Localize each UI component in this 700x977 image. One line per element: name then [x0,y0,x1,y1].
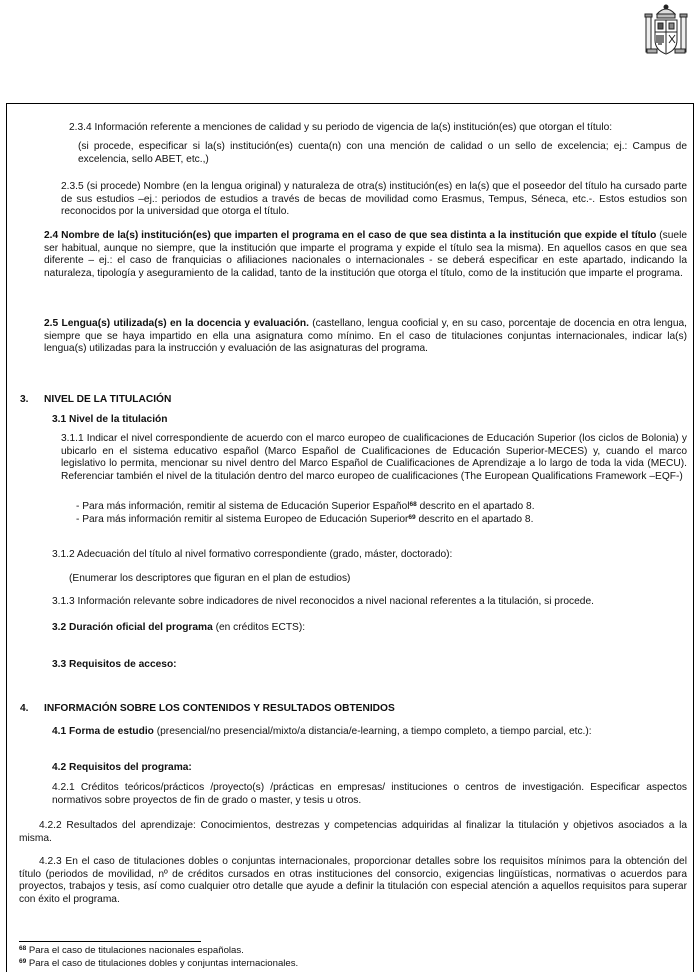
section-2-3-5 [61,181,687,219]
section-3-number: 3. [20,394,29,405]
section-3-1-2: 3.1.2 Adecuación del título al nivel formativo correspondiente (grado, máster, doctorado): [52,549,453,560]
section-2-3-4-detail: (si procede, especificar si la(s) institución(es) cuenta(n) con una mención de calidad o un sello de excelencia; ej.: Campus de excelencia, sello ABET, etc.,) [78,141,687,165]
section-4-1 [52,726,687,739]
footnote-68 [19,945,687,958]
section-2-5 [44,318,687,356]
section-4-2-2: 4.2.2 Resultados del aprendizaje: Conocimientos, destrezas y competencias adquiridas al finalizar la titulación y objetivos asociados a la misma. [19,820,687,844]
bullet-2-suffix: descrito en el apartado 8. [415,514,534,525]
section-3-1-1-bullet-2 [76,514,687,527]
section-4-number: 4. [20,703,29,714]
section-2-4-text: (suele ser habitual, aunque no siempre, que la institución que imparte el programa y expide el título sea la misma). En aquellos casos en que sea diferente – ej.: el caso de franquicias o afiliaciones nacionales o internacionales - se deberá especificar en este apartado, indicando la naturaleza, tipología y aseguramiento de la calidad, tanto de la institución que otorga el título, como de la institución que imparte el programa. [44,230,687,279]
footnote-69-text: Para el caso de titulaciones dobles y conjuntas internacionales. [26,958,299,969]
section-3-2 [52,622,687,635]
section-2-5-heading: 2.5 Lengua(s) utilizada(s) en la docencia y evaluación. [44,318,309,329]
section-4-2-3: 4.2.3 En el caso de titulaciones dobles o conjuntas internacionales, proporcionar detalles sobre los requisitos mínimos para la obtención del título (periodos de movilidad, nº de créditos cursados en otras instituciones del consorcio, exigencias lingüísticas, normativas o acuerdos para proyectos, trabajos y tesis, así como cualquier otro detalle que ayude a definir la titulación con especial atención a aquellos requisitos para superar con éxito el programa. [19,856,687,905]
section-3-2-text: (en créditos ECTS): [212,622,306,633]
footnote-68-text: Para el caso de titulaciones nacionales españolas. [26,945,244,956]
spanish-coat-of-arms-icon [643,2,689,58]
section-3-title: NIVEL DE LA TITULACIÓN [44,394,172,405]
section-4-title: INFORMACIÓN SOBRE LOS CONTENIDOS Y RESULTADOS OBTENIDOS [44,703,395,714]
footnote-69 [19,958,687,971]
section-2-4-heading: 2.4 Nombre de la(s) institución(es) que imparten el programa en el caso de que sea distinta a la institución que expide el título [44,230,657,241]
bullet-2-text: - Para más información remitir al sistema Europeo de Educación Superior [76,514,409,525]
bullet-1-suffix: descrito en el apartado 8. [416,501,535,512]
bullet-1-text: - Para más información, remitir al sistema de Educación Superior Español [76,501,410,512]
section-4-2-1: 4.2.1 Créditos teóricos/prácticos /proyecto(s) /prácticas en empresas/ instituciones o centros de investigación. Especificar aspectos normativos sobre proyectos de fin de grado o master, y tesis u otros. [52,782,687,806]
section-3-1-2-detail: (Enumerar los descriptores que figuran en el plan de estudios) [69,573,351,584]
section-2-5-text: (castellano, lengua cooficial y, en su caso, porcentaje de docencia en otra lengua, siempre que se haya impartido en ella una asignatura como mínimo. En el caso de titulaciones conjuntas internacionales, indicar la(s) lengua(s) utilizadas para la instrucción y evaluación de las asignaturas del programa. [44,318,687,355]
footnote-separator [19,941,201,942]
section-3-2-heading: 3.2 Duración oficial del programa [52,622,213,633]
footnote-69-number: 69 [19,958,27,965]
section-4-2: 4.2 Requisitos del programa: [52,762,192,773]
section-2-3-4-title: 2.3.4 Información referente a menciones de calidad y su periodo de vigencia de la(s) institución(es) que otorgan el título: [69,122,613,133]
footnote-ref-68[interactable]: 68 [409,501,417,508]
section-3-1-3: 3.1.3 Información relevante sobre indicadores de nivel reconocidos a nivel nacional referentes a la titulación, si procede. [52,596,594,607]
section-3-1-1-bullet-1 [76,501,687,514]
section-3-1-1: 3.1.1 Indicar el nivel correspondiente de acuerdo con el marco europeo de cualificaciones de Educación Superior (los ciclos de Bolonia) y ubicarlo en el sistema educativo español (Marco Español de Cualificaciones de Educación Superior-MECES) y, cuando el marco legislativo lo permita, mencionar su nivel dentro del Marco Español de Cualificaciones de Aprendizaje a lo largo de toda la vida (MECU). Referenciar también el nivel de la titulación dentro del marco europeo de cualificaciones (The European Qualifications Framework –EQF-) [61,433,687,482]
section-4-1-heading: 4.1 Forma de estudio [52,726,154,737]
footnote-68-number: 68 [19,945,27,952]
section-2-3-5-text: 2.3.5 (si procede) Nombre (en la lengua original) y naturaleza de otra(s) institución(es) en la(s) que el poseedor del título ha cursado parte de sus estudios –ej.: periodos de estudios a través de becas de movilidad como Erasmus, Tempus, Séneca, etc.-. Estos estudios son reconocidos por la universidad que otorga el título. [61,181,687,218]
section-2-4 [44,230,687,280]
section-4-1-text: (presencial/no presencial/mixto/a distancia/e-learning, a tiempo completo, a tiempo parcial, etc.): [153,726,592,737]
footnote-ref-69[interactable]: 69 [408,514,416,521]
section-3-1-title: 3.1 Nivel de la titulación [52,414,168,425]
section-3-3: 3.3 Requisitos de acceso: [52,659,177,670]
